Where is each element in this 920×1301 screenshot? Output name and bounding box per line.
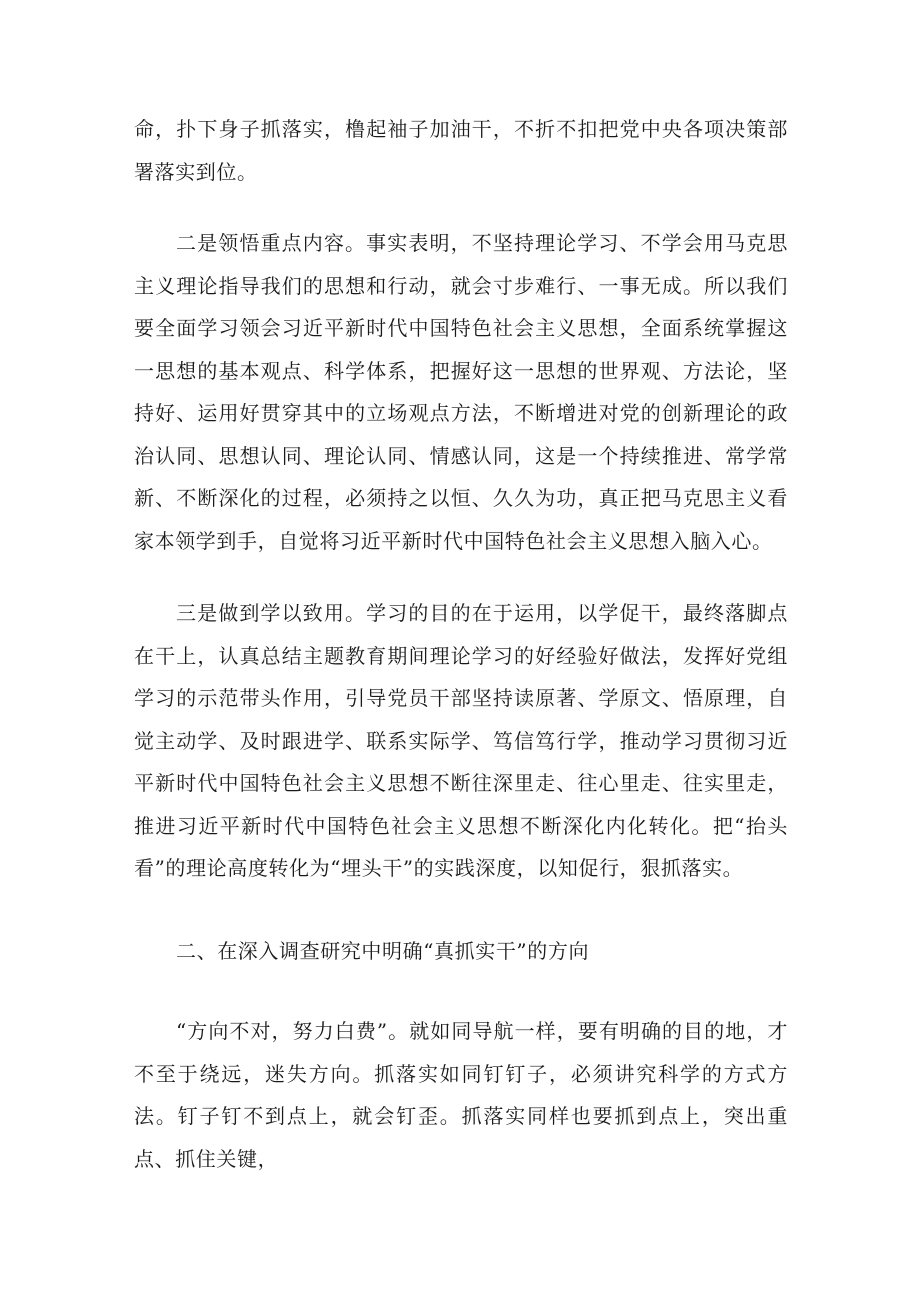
paragraph-apply-learning: 三是做到学以致用。学习的目的在于运用，以学促干，最终落脚点在干上，认真总结主题教育期间理论学习的好经验好做法，发挥好党组学习的示范带头作用，引导党员干部坚持读原著、学原文、悟原理，自觉主动学、及时跟进学、联系实际学、笃信笃行学，推动学习贯彻习近平新时代中国特色社会主义思想不断往深里走、往心里走、往实里走，推进习近平新时代中国特色社会主义思想不断深化内化转化。把“抬头看”的理论高度转化为“埋头干”的实践深度，以知促行，狠抓落实。 <box>134 601 788 880</box>
paragraph-continuation: 命，扑下身子抓落实，橹起袖子加油干，不折不扣把党中央各项决策部署落实到位。 <box>134 117 788 184</box>
document-body <box>134 108 788 1180</box>
paragraph-key-content: 二是领悟重点内容。事实表明，不坚持理论学习、不学会用马克思主义理论指导我们的思想和行动，就会寸步难行、一事无成。所以我们要全面学习领会习近平新时代中国特色社会主义思想，全面系统掌握这一思想的基本观点、科学体系，把握好这一思想的世界观、方法论，坚持好、运用好贯穿其中的立场观点方法，不断增进对党的创新理论的政治认同、思想认同、理论认同、情感认同，这是一个持续推进、常学常新、不断深化的过程，必须持之以恒、久久为功，真正把马克思主义看家本领学到手，自觉将习近平新时代中国特色社会主义思想入脑入心。 <box>134 231 788 553</box>
section-heading: 二、在深入调查研究中明确“真抓实干”的方向 <box>176 938 590 963</box>
paragraph-direction: “方向不对，努力白费”。就如同导航一样，要有明确的目的地，才不至于绕远，迷失方向。抓落实如同钉钉子，必须讲究科学的方式方法。钉子钉不到点上，就会钉歪。抓落实同样也要抓到点上，突出重点、抓住关键， <box>134 1019 788 1171</box>
